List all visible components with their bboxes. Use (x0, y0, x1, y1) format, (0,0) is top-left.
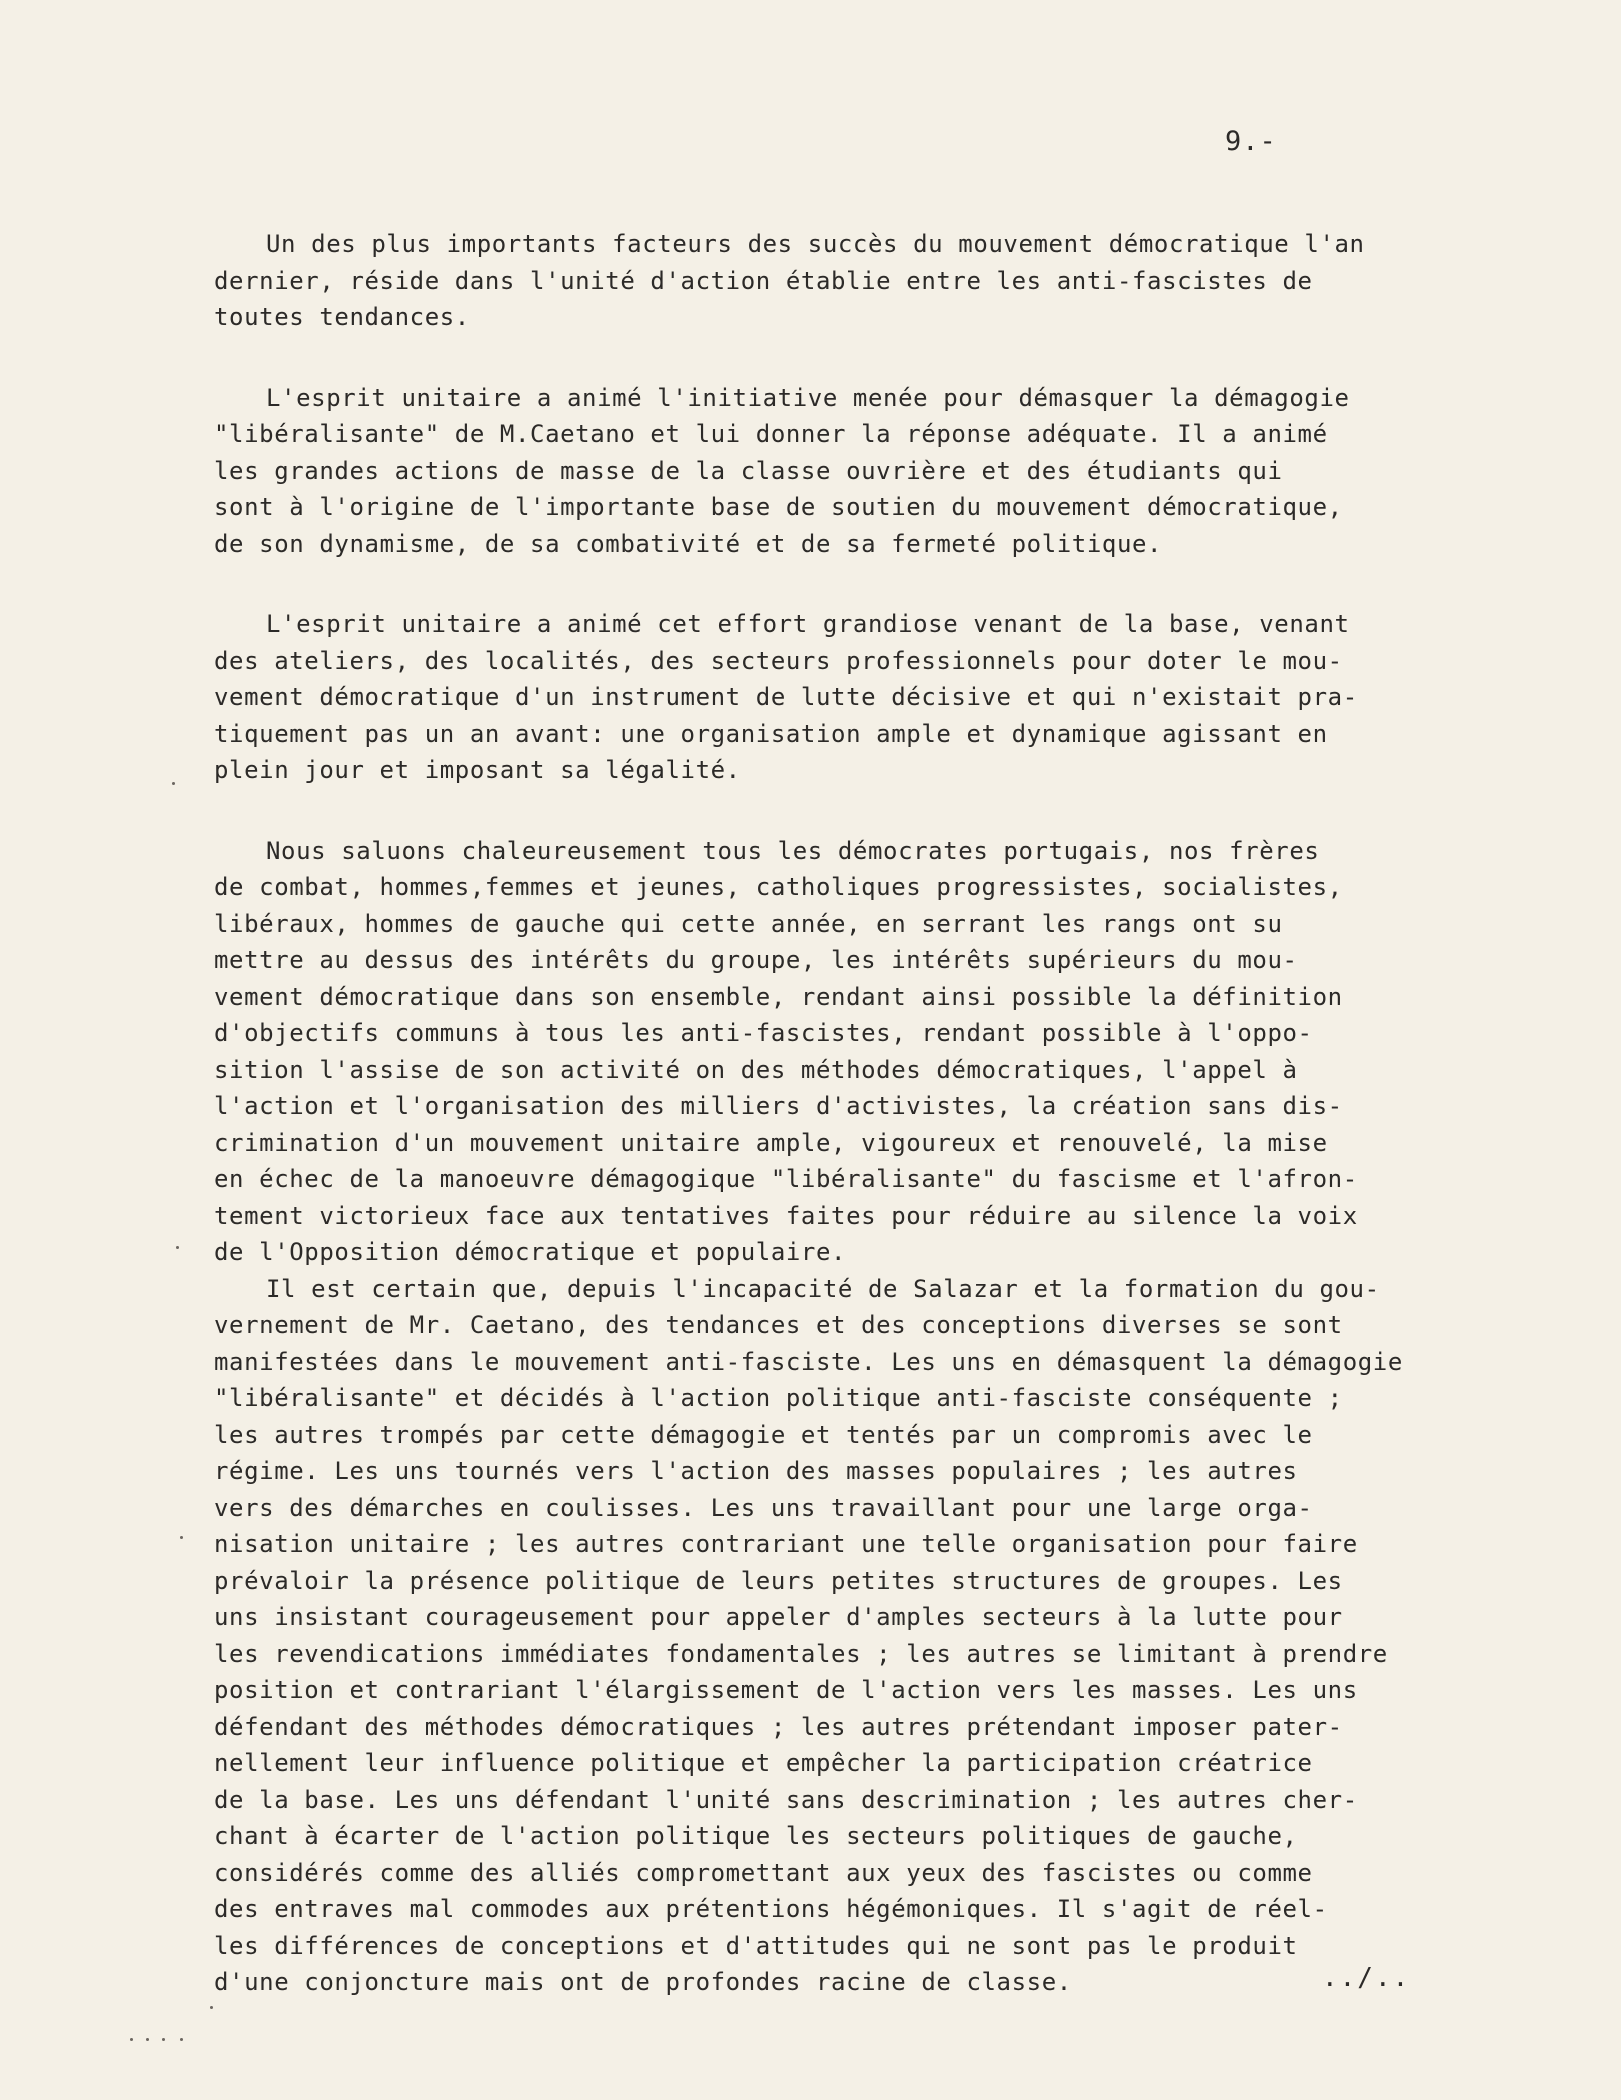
text-line: régime. Les uns tournés vers l'action des masses populaires ; les autres (214, 1457, 1298, 1485)
text-line: prévaloir la présence politique de leurs petites structures de groupes. Les (214, 1566, 1343, 1595)
text-line: des ateliers, des localités, des secteurs professionnels pour doter le mou- (214, 646, 1343, 675)
stray-mark (176, 1246, 179, 1249)
text-line: dernier, réside dans l'unité d'action établie entre les anti-fascistes de (214, 266, 1313, 295)
paragraph (214, 606, 1474, 789)
stray-mark (130, 2038, 133, 2041)
continuation-mark: ../.. (1322, 1963, 1411, 1993)
text-line: sont à l'origine de l'importante base de soutien du mouvement démocratique, (214, 493, 1343, 521)
text-line: les grandes actions de masse de la classe ouvrière et des étudiants qui (214, 456, 1283, 485)
text-line: tiquement pas un an avant: une organisation ample et dynamique agissant en (214, 719, 1328, 748)
stray-mark (210, 2006, 213, 2009)
text-line: nisation unitaire ; les autres contrariant une telle organisation pour faire (214, 1530, 1358, 1558)
text-line: vernement de Mr. Caetano, des tendances et des conceptions diverses se sont (214, 1311, 1343, 1339)
text-line: en échec de la manoeuvre démagogique "libéralisante" du fascisme et l'afron- (214, 1165, 1358, 1193)
document-body (214, 226, 1474, 2001)
text-line: vement démocratique dans son ensemble, rendant ainsi possible la définition (214, 982, 1343, 1011)
text-line: chant à écarter de l'action politique les secteurs politiques de gauche, (214, 1822, 1298, 1850)
paragraph (214, 1271, 1474, 2001)
text-line: de la base. Les uns défendant l'unité sans descrimination ; les autres cher- (214, 1785, 1358, 1814)
text-line: défendant des méthodes démocratiques ; les autres prétendant imposer pater- (214, 1712, 1343, 1741)
text-line: L'esprit unitaire a animé cet effort grandiose venant de la base, venant (266, 610, 1350, 638)
paragraph (214, 226, 1474, 336)
text-line: vement démocratique d'un instrument de lutte décisive et qui n'existait pra- (214, 683, 1358, 711)
text-line: les revendications immédiates fondamentales ; les autres se limitant à prendre (214, 1639, 1388, 1668)
stray-mark (180, 1536, 183, 1539)
text-line: les différences de conceptions et d'attitudes qui ne sont pas le produit (214, 1931, 1298, 1960)
text-line: "libéralisante" et décidés à l'action politique anti-fasciste conséquente ; (214, 1384, 1343, 1412)
paragraph (214, 380, 1474, 563)
text-line: L'esprit unitaire a animé l'initiative menée pour démasquer la démagogie (266, 383, 1350, 412)
stray-mark (162, 2038, 165, 2041)
text-line: d'une conjoncture mais ont de profondes racine de classe. (214, 1968, 1072, 1996)
paragraph (214, 833, 1474, 1271)
text-line: tement victorieux face aux tentatives faites pour réduire au silence la voix (214, 1201, 1358, 1230)
stray-mark (146, 2038, 149, 2041)
text-line: vers des démarches en coulisses. Les uns travaillant pour une large orga- (214, 1493, 1313, 1522)
text-line: de l'Opposition démocratique et populaire. (214, 1238, 847, 1266)
text-line: Il est certain que, depuis l'incapacité de Salazar et la formation du gou- (266, 1274, 1380, 1303)
text-line: considérés comme des alliés compromettant aux yeux des fascistes ou comme (214, 1858, 1313, 1887)
stray-mark (180, 2038, 183, 2041)
text-line: toutes tendances. (214, 303, 470, 331)
text-line: l'action et l'organisation des milliers d'activistes, la création sans dis- (214, 1092, 1343, 1120)
stray-mark (172, 782, 175, 785)
text-line: libéraux, hommes de gauche qui cette année, en serrant les rangs ont su (214, 909, 1283, 938)
text-line: plein jour et imposant sa légalité. (214, 756, 741, 784)
text-line: Nous saluons chaleureusement tous les démocrates portugais, nos frères (266, 836, 1320, 865)
text-line: Un des plus importants facteurs des succès du mouvement démocratique l'an (266, 230, 1365, 258)
text-line: d'objectifs communs à tous les anti-fascistes, rendant possible à l'oppo- (214, 1019, 1313, 1047)
text-line: nellement leur influence politique et empêcher la participation créatrice (214, 1749, 1313, 1777)
text-line: sition l'assise de son activité on des méthodes démocratiques, l'appel à (214, 1055, 1298, 1084)
text-line: "libéralisante" de M.Caetano et lui donner la réponse adéquate. Il a animé (214, 420, 1328, 448)
text-line: des entraves mal commodes aux prétentions hégémoniques. Il s'agit de réel- (214, 1895, 1328, 1923)
text-line: de combat, hommes,femmes et jeunes, catholiques progressistes, socialistes, (214, 873, 1343, 901)
page-number: 9.- (1225, 126, 1277, 157)
text-line: uns insistant courageusement pour appeler d'amples secteurs à la lutte pour (214, 1603, 1343, 1631)
text-line: de son dynamisme, de sa combativité et de sa fermeté politique. (214, 529, 1163, 558)
text-line: position et contrariant l'élargissement de l'action vers les masses. Les uns (214, 1676, 1358, 1704)
text-line: les autres trompés par cette démagogie et tentés par un compromis avec le (214, 1420, 1313, 1449)
text-line: manifestées dans le mouvement anti-fasciste. Les uns en démasquent la démagogie (214, 1347, 1403, 1376)
text-line: mettre au dessus des intérêts du groupe, les intérêts supérieurs du mou- (214, 946, 1298, 974)
text-line: crimination d'un mouvement unitaire ample, vigoureux et renouvelé, la mise (214, 1128, 1328, 1157)
